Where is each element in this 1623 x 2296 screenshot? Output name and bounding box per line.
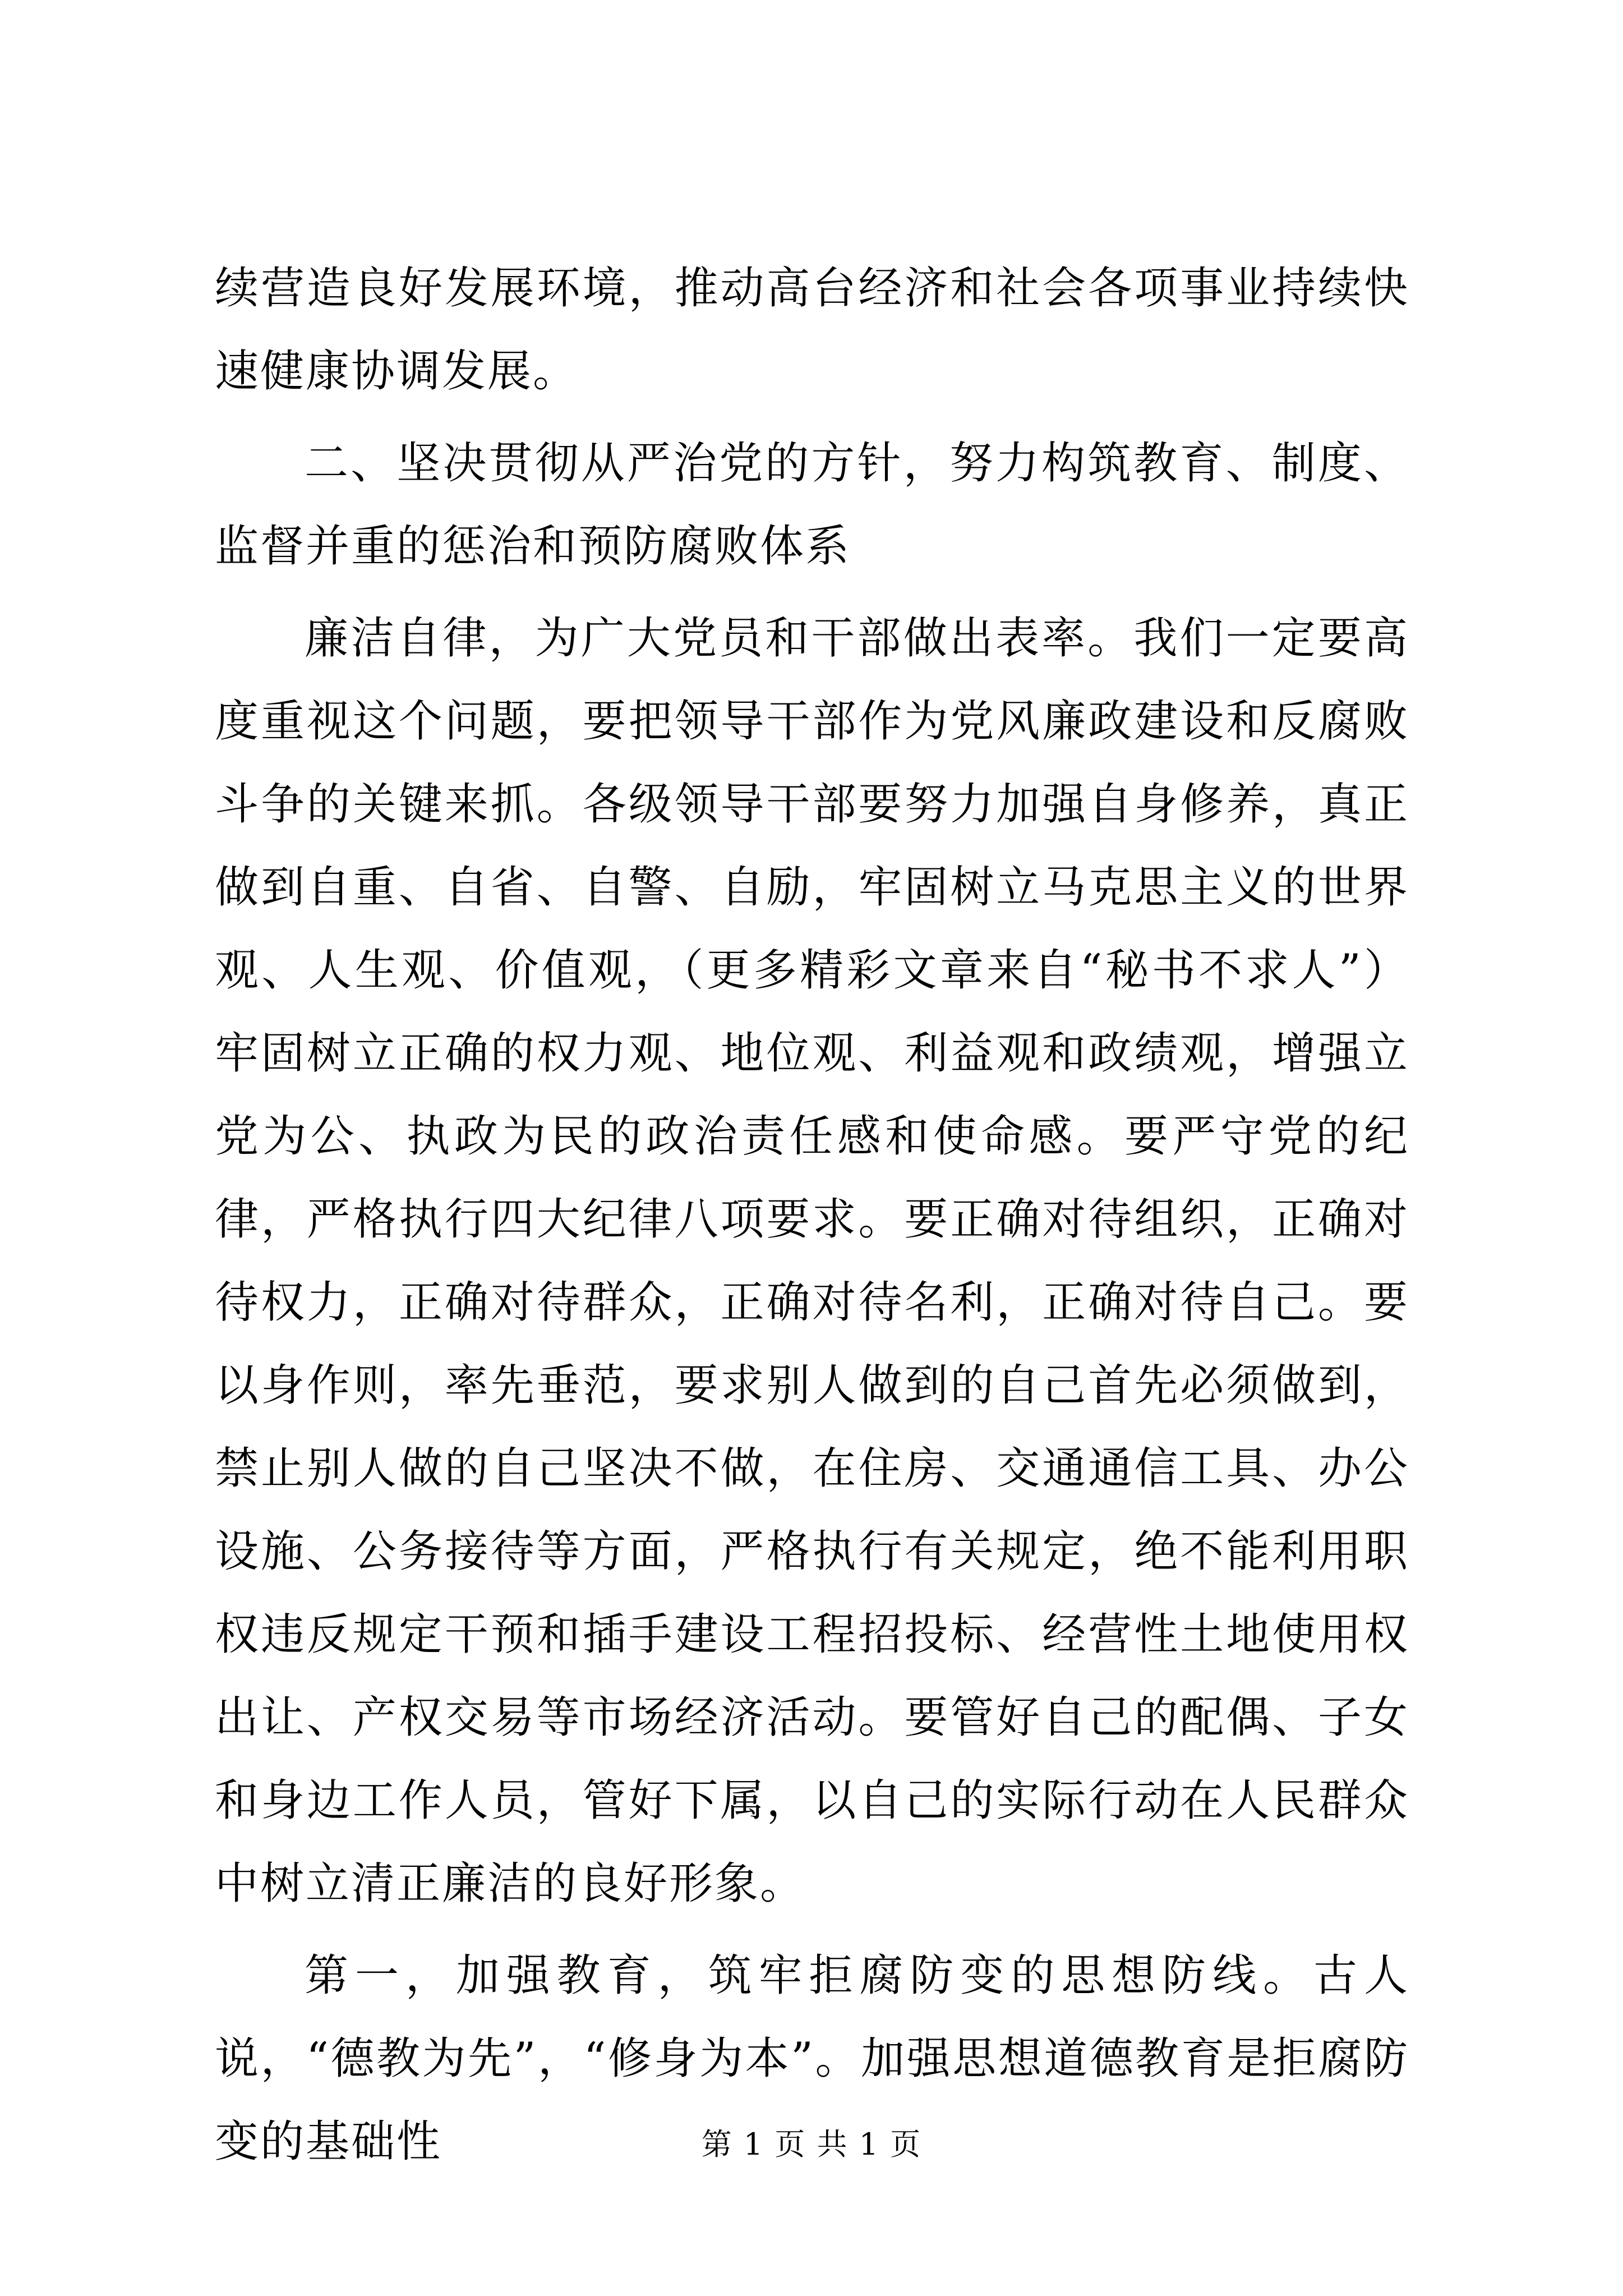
page-number-footer: 第 1 页 共 1 页 bbox=[701, 2127, 922, 2162]
paragraph-body: 廉洁自律，为广大党员和干部做出表率。我们一定要高度重视这个问题，要把领导干部作为党风廉政建设和反腐败斗争的关键来抓。各级领导干部要努力加强自身修养，真正做到自重、自省、自警、自励，牢固树立马克思主义的世界观、人生观、价值观，（更多精彩文章来自“秘书不求人”）牢固树立正确的权力观、地位观、利益观和政绩观，增强立党为公、执政为民的政治责任感和使命感。要严守党的纪律，严格执行四大纪律八项要求。要正确对待组织，正确对待权力，正确对待群众，正确对待名利，正确对待自己。要以身作则，率先垂范，要求别人做到的自己首先必须做到，禁止别人做的自己坚决不做，在住房、交通通信工具、办公设施、公务接待等方面，严格执行有关规定，绝不能利用职权违反规定干预和插手建设工程招投标、经营性土地使用权出让、产权交易等市场经济活动。要管好自己的配偶、子女和身边工作人员，管好下属，以自己的实际行动在人民群众中树立清正廉洁的良好形象。 bbox=[215, 613, 1409, 1909]
section-heading: 二、坚决贯彻从严治党的方针，努力构筑教育、制度、监督并重的惩治和预防腐败体系 bbox=[215, 438, 1409, 572]
paragraph-continuation: 续营造良好发展环境，推动高台经济和社会各项事业持续快速健康协调发展。 bbox=[215, 263, 1409, 397]
document-body bbox=[215, 247, 1409, 2183]
paragraph-point-one: 第一，加强教育，筑牢拒腐防变的思想防线。古人说，“德教为先”，“修身为本”。加强思想道德教育是拒腐防变的基础性 bbox=[215, 1950, 1409, 2167]
